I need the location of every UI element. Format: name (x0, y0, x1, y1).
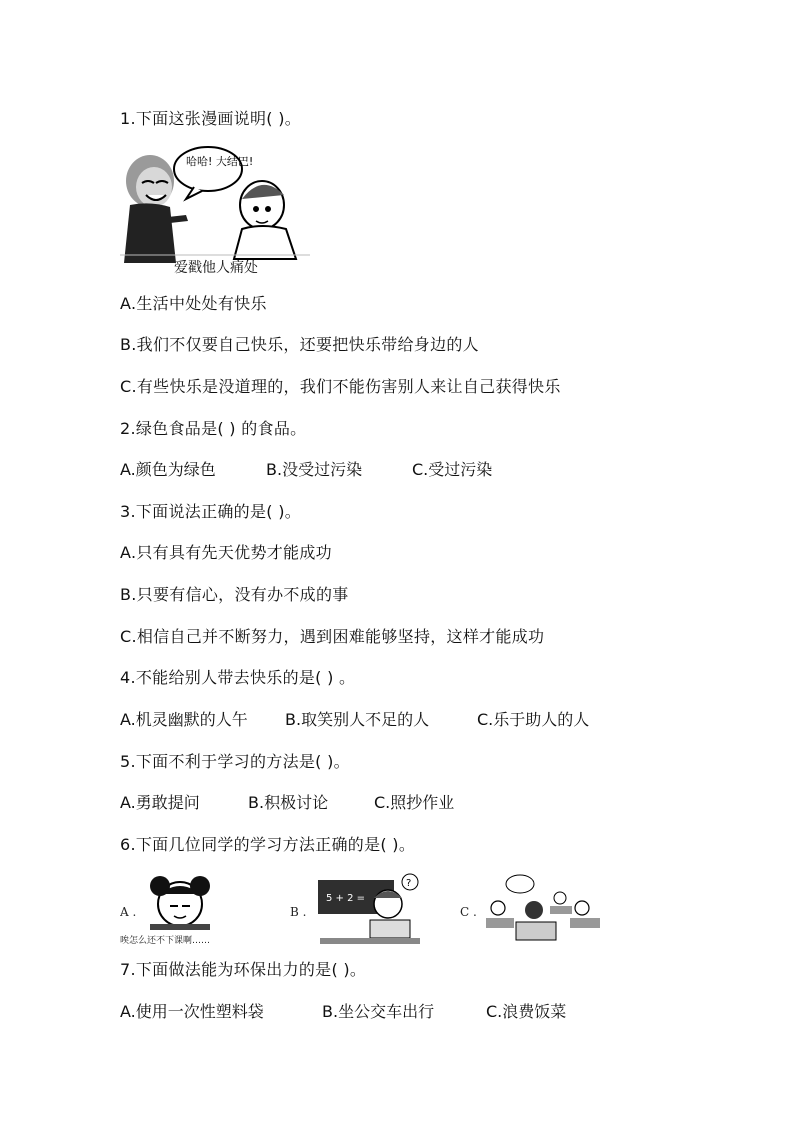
comic-caption: 爱戳他人痛处 (174, 260, 258, 276)
question-5-option-c: C.照抄作业 (374, 793, 455, 812)
question-2-stem: 2.绿色食品是( ) 的食品。 (120, 419, 307, 438)
question-4-option-a: A.机灵幽默的人午 (120, 710, 248, 729)
question-1-option-a: A.生活中处处有快乐 (120, 294, 267, 313)
question-1-option-b: B.我们不仅要自己快乐，还要把快乐带给身边的人 (120, 335, 479, 354)
question-6-images (120, 868, 606, 948)
question-1-stem: 1.下面这张漫画说明( )。 (120, 109, 302, 128)
image-b-board-text: 5 + 2 = (326, 893, 366, 904)
question-4-option-c: C.乐于助人的人 (477, 710, 590, 729)
question-3-option-b: B.只要有信心，没有办不成的事 (120, 585, 349, 604)
image-b-student-at-board (318, 874, 420, 944)
image-a-caption: 唉怎么还不下课啊…… (120, 936, 211, 946)
question-4-stem: 4.不能给别人带去快乐的是( ) 。 (120, 668, 356, 687)
question-5-option-a: A.勇敢提问 (120, 793, 200, 812)
image-c-group-discussion (486, 875, 600, 940)
image-label-b: B . (290, 905, 307, 919)
question-2-option-a: A.颜色为绿色 (120, 460, 216, 479)
question-1-comic (120, 143, 310, 280)
question-5-option-b: B.积极讨论 (248, 793, 329, 812)
question-5-stem: 5.下面不利于学习的方法是( )。 (120, 752, 350, 771)
question-4-option-b: B.取笑别人不足的人 (285, 710, 430, 729)
svg-text:?: ? (406, 878, 412, 889)
question-2-option-c: C.受过污染 (412, 460, 493, 479)
question-7-option-a: A.使用一次性塑料袋 (120, 1002, 264, 1021)
question-2-option-b: B.没受过污染 (266, 460, 363, 479)
question-3-option-c: C.相信自己并不断努力，遇到困难能够坚持，这样才能成功 (120, 627, 545, 646)
question-7-option-b: B.坐公交车出行 (322, 1002, 435, 1021)
image-label-c: C . (460, 905, 477, 919)
comic-speech-text: 哈哈! 大结巴! (186, 155, 254, 168)
question-7-option-c: C.浪费饭菜 (486, 1002, 567, 1021)
question-3-stem: 3.下面说法正确的是( )。 (120, 502, 302, 521)
image-label-a: A . (120, 905, 137, 919)
question-3-option-a: A.只有具有先天优势才能成功 (120, 543, 332, 562)
question-7-stem: 7.下面做法能为环保出力的是( )。 (120, 960, 367, 979)
question-6-stem: 6.下面几位同学的学习方法正确的是( )。 (120, 835, 416, 854)
question-1-option-c: C.有些快乐是没道理的，我们不能伤害别人来让自己获得快乐 (120, 377, 561, 396)
